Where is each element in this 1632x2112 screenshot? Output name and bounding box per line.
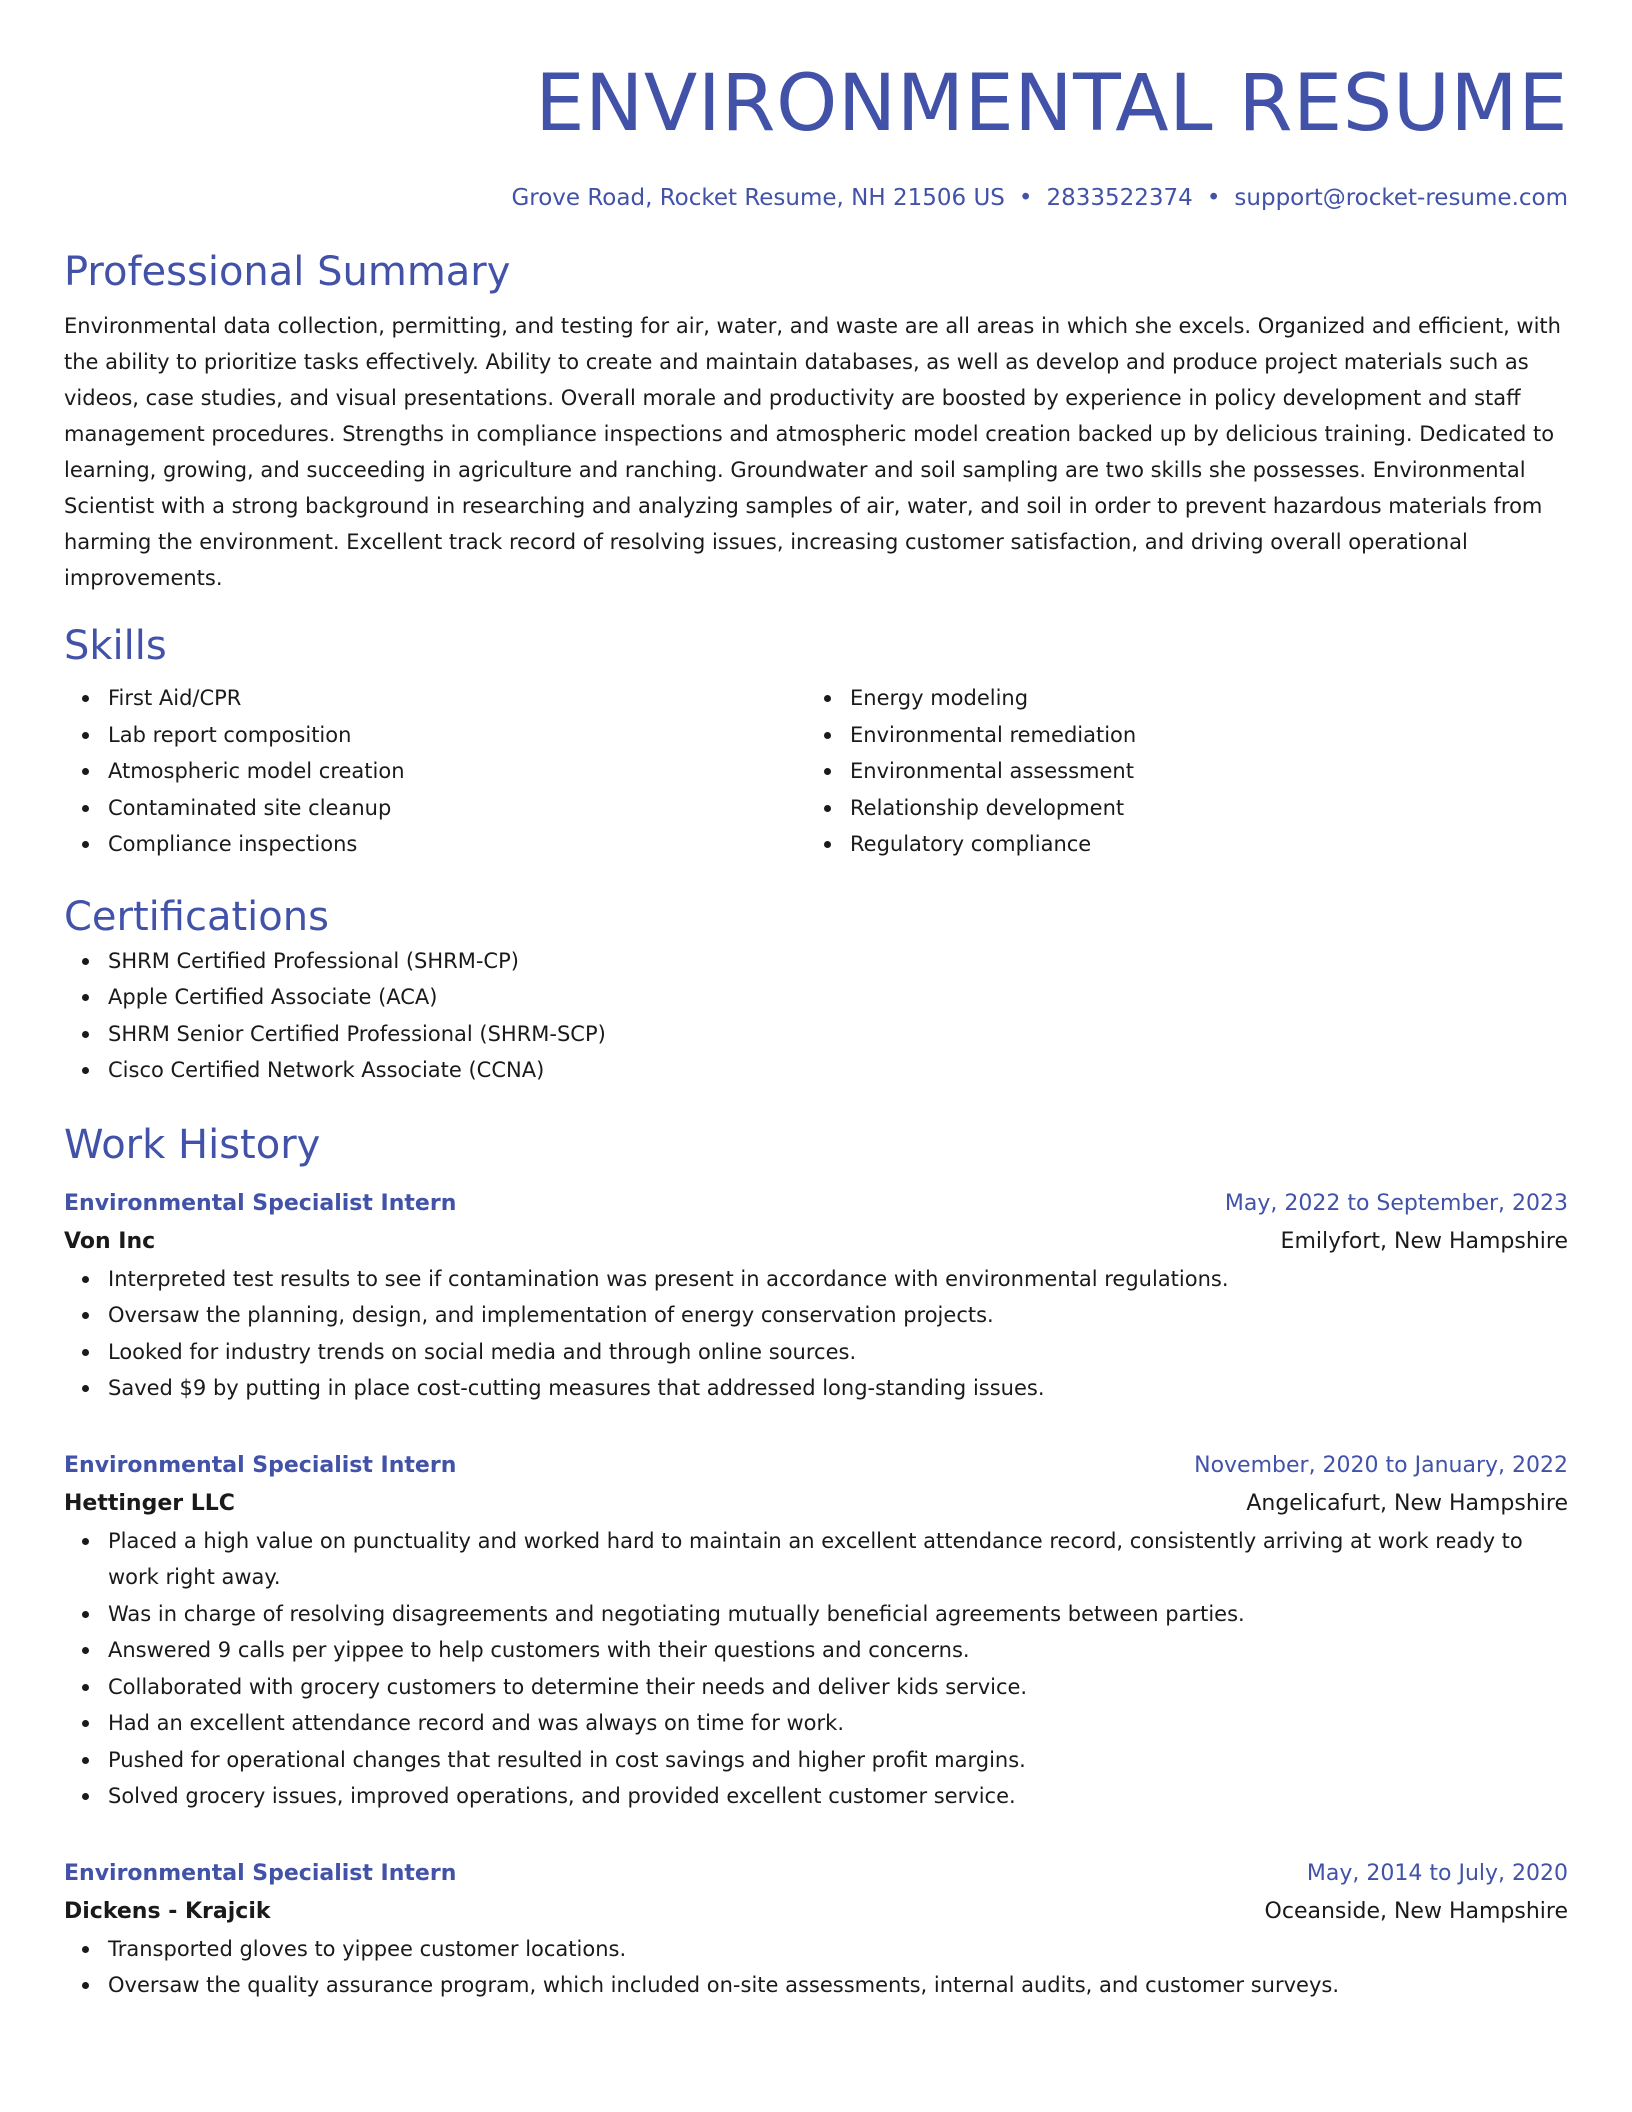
job-title: Environmental Specialist Intern [64,1452,457,1478]
job-company-row [64,1893,1568,1931]
skills-grid [64,680,1568,863]
bullet-icon [82,958,89,965]
list-item [108,1931,1568,1968]
bullet-icon [82,732,89,739]
job-bullet-text: Had an excellent attendance record and was always on time for work. [108,1711,845,1735]
bullet-icon [82,1684,89,1691]
bullet-icon [824,768,831,775]
job-bullet-list [64,1931,1568,2004]
contact-separator: • [1206,185,1221,211]
skill-label: Atmospheric model creation [108,759,405,783]
bullet-icon [82,1982,89,1989]
bullet-icon [82,805,89,812]
bullet-icon [824,732,831,739]
bullet-icon [82,1349,89,1356]
resume-page [64,0,1568,2004]
bullet-icon [824,695,831,702]
list-item [850,826,1548,863]
job-title: Environmental Specialist Intern [64,1190,457,1216]
bullet-icon [82,1385,89,1392]
job-title-row [64,1185,1568,1223]
bullet-icon [82,1276,89,1283]
skill-label: Lab report composition [108,722,352,747]
list-item [108,1261,1568,1298]
summary-text: Environmental data collection, permitting, and testing for air, water, and waste are all areas in which she excels. Organized and efficient, with the ability to prioritize tasks effectively. Ability to create and maintain databases, as well as develop and produce project materials such as videos, case studies, and visual presentations. Overall morale and productivity are boosted by experience in policy development and staff management procedures. Strengths in compliance inspections and atmospheric model creation backed up by delicious training. Dedicated to learning, growing, and succeeding in agriculture and ranching. Groundwater and soil sampling are two skills she possesses. Environmental Scientist with a strong background in researching and analyzing samples of air, water, and soil in order to prevent hazardous materials from harming the environment. Excellent track record of resolving issues, increasing customer satisfaction, and driving overall operational improvements. [64,314,1561,590]
job-bullet-text: Was in charge of resolving disagreements and negotiating mutually beneficial agreements between parties. [108,1601,1245,1626]
job-title-row [64,1447,1568,1485]
list-item [108,1596,1568,1633]
bullet-icon [82,1757,89,1764]
bullet-icon [82,994,89,1001]
list-item [850,717,1548,754]
job-company-row [64,1485,1568,1523]
skills-column-left [64,680,806,863]
job-bullet-text: Transported gloves to yippee customer locations. [108,1936,627,1961]
job-dates: November, 2020 to January, 2022 [1194,1452,1568,1478]
job-title: Environmental Specialist Intern [64,1860,457,1886]
job-bullet-text: Solved grocery issues, improved operations, and provided excellent customer service. [108,1784,1016,1808]
certification-label: Apple Certified Associate (ACA) [108,985,438,1009]
resume-header [64,0,1568,214]
list-item [108,1297,1568,1334]
certification-label: SHRM Senior Certified Professional (SHRM-SCP) [108,1021,606,1046]
job-bullet-text: Answered 9 calls per yippee to help customers with their questions and concerns. [108,1638,970,1662]
certification-label: SHRM Certified Professional (SHRM-CP) [108,948,519,973]
job-bullet-text: Interpreted test results to see if contamination was present in accordance with environmental regulations. [108,1266,1229,1291]
list-item [108,1370,1568,1407]
list-item [108,1705,1568,1742]
list-item [108,1967,1568,2004]
bullet-icon [82,768,89,775]
job-bullet-text: Collaborated with grocery customers to determine their needs and deliver kids service. [108,1674,1028,1699]
list-item [108,943,1568,980]
list-item [108,680,806,717]
skill-label: Contaminated site cleanup [108,795,392,820]
contact-address: Grove Road, Rocket Resume, NH 21506 US [511,185,1005,211]
list-item [108,826,806,863]
skill-label: Energy modeling [850,686,1029,710]
list-item [108,717,806,754]
skill-label: Environmental assessment [850,759,1134,783]
list-item [108,1016,1568,1053]
job-dates: May, 2022 to September, 2023 [1224,1190,1568,1216]
job-bullet-text: Saved $9 by putting in place cost-cutting measures that addressed long-standing issues. [108,1376,1045,1400]
job-bullet-text: Oversaw the quality assurance program, which included on-site assessments, internal audits, and customer surveys. [108,1973,1340,1997]
job-company: Hettinger LLC [64,1490,235,1516]
list-item [108,1669,1568,1706]
skills-list-left [64,680,806,863]
skill-label: Relationship development [850,795,1125,820]
job-bullet-text: Placed a high value on punctuality and worked hard to maintain an excellent attendance record, consistently arriving at work ready to work right away. [108,1528,1523,1589]
job-company: Von Inc [64,1228,156,1254]
contact-line [64,182,1568,214]
job-location: Emilyfort, New Hampshire [1280,1228,1568,1254]
skills-list-right [806,680,1548,863]
list-item [108,1632,1568,1669]
job-entry [64,1855,1568,2004]
job-company: Dickens - Krajcik [64,1898,271,1924]
job-entry [64,1447,1568,1815]
job-bullet-text: Pushed for operational changes that resulted in cost savings and higher profit margins. [108,1747,1026,1772]
skill-label: Regulatory compliance [850,832,1092,856]
list-item [108,1052,1568,1089]
bullet-icon [82,1946,89,1953]
job-dates: May, 2014 to July, 2020 [1306,1860,1568,1886]
skills-column-right [806,680,1548,863]
list-item [108,790,806,827]
list-item [108,1742,1568,1779]
contact-phone: 2833522374 [1046,185,1193,211]
section-title-summary: Professional Summary [64,249,511,295]
list-item [108,979,1568,1016]
certifications-list [64,943,1568,1089]
list-item [850,790,1548,827]
job-title-row [64,1855,1568,1893]
skill-label: Compliance inspections [108,832,358,856]
job-bullet-text: Oversaw the planning, design, and implementation of energy conservation projects. [108,1303,994,1327]
contact-separator: • [1018,185,1033,211]
skill-label: Environmental remediation [850,722,1137,747]
bullet-icon [82,1031,89,1038]
section-title-work-history: Work History [64,1121,321,1168]
list-item [108,1334,1568,1371]
bullet-icon [82,1611,89,1618]
resume-name: ENVIRONMENTAL RESUME [535,59,1568,149]
bullet-icon [824,805,831,812]
list-item [108,753,806,790]
list-item [108,1523,1568,1596]
contact-email: support@rocket-resume.com [1234,185,1568,211]
bullet-icon [82,1793,89,1800]
list-item [850,680,1548,717]
bullet-icon [82,1067,89,1074]
bullet-icon [82,1720,89,1727]
list-item [850,753,1548,790]
section-title-skills: Skills [64,623,167,669]
bullet-icon [82,1312,89,1319]
job-location: Oceanside, New Hampshire [1264,1898,1568,1924]
bullet-icon [82,1647,89,1654]
job-location: Angelicafurt, New Hampshire [1246,1490,1568,1516]
bullet-icon [82,841,89,848]
job-bullet-list [64,1523,1568,1815]
job-bullet-text: Looked for industry trends on social media and through online sources. [108,1339,857,1364]
list-item [108,1778,1568,1815]
bullet-icon [82,1538,89,1545]
certification-label: Cisco Certified Network Associate (CCNA) [108,1058,545,1082]
bullet-icon [82,695,89,702]
job-bullet-list [64,1261,1568,1407]
job-entry [64,1185,1568,1407]
bullet-icon [824,841,831,848]
skill-label: First Aid/CPR [108,686,242,710]
section-title-certifications: Certifications [64,893,329,940]
job-company-row [64,1223,1568,1261]
